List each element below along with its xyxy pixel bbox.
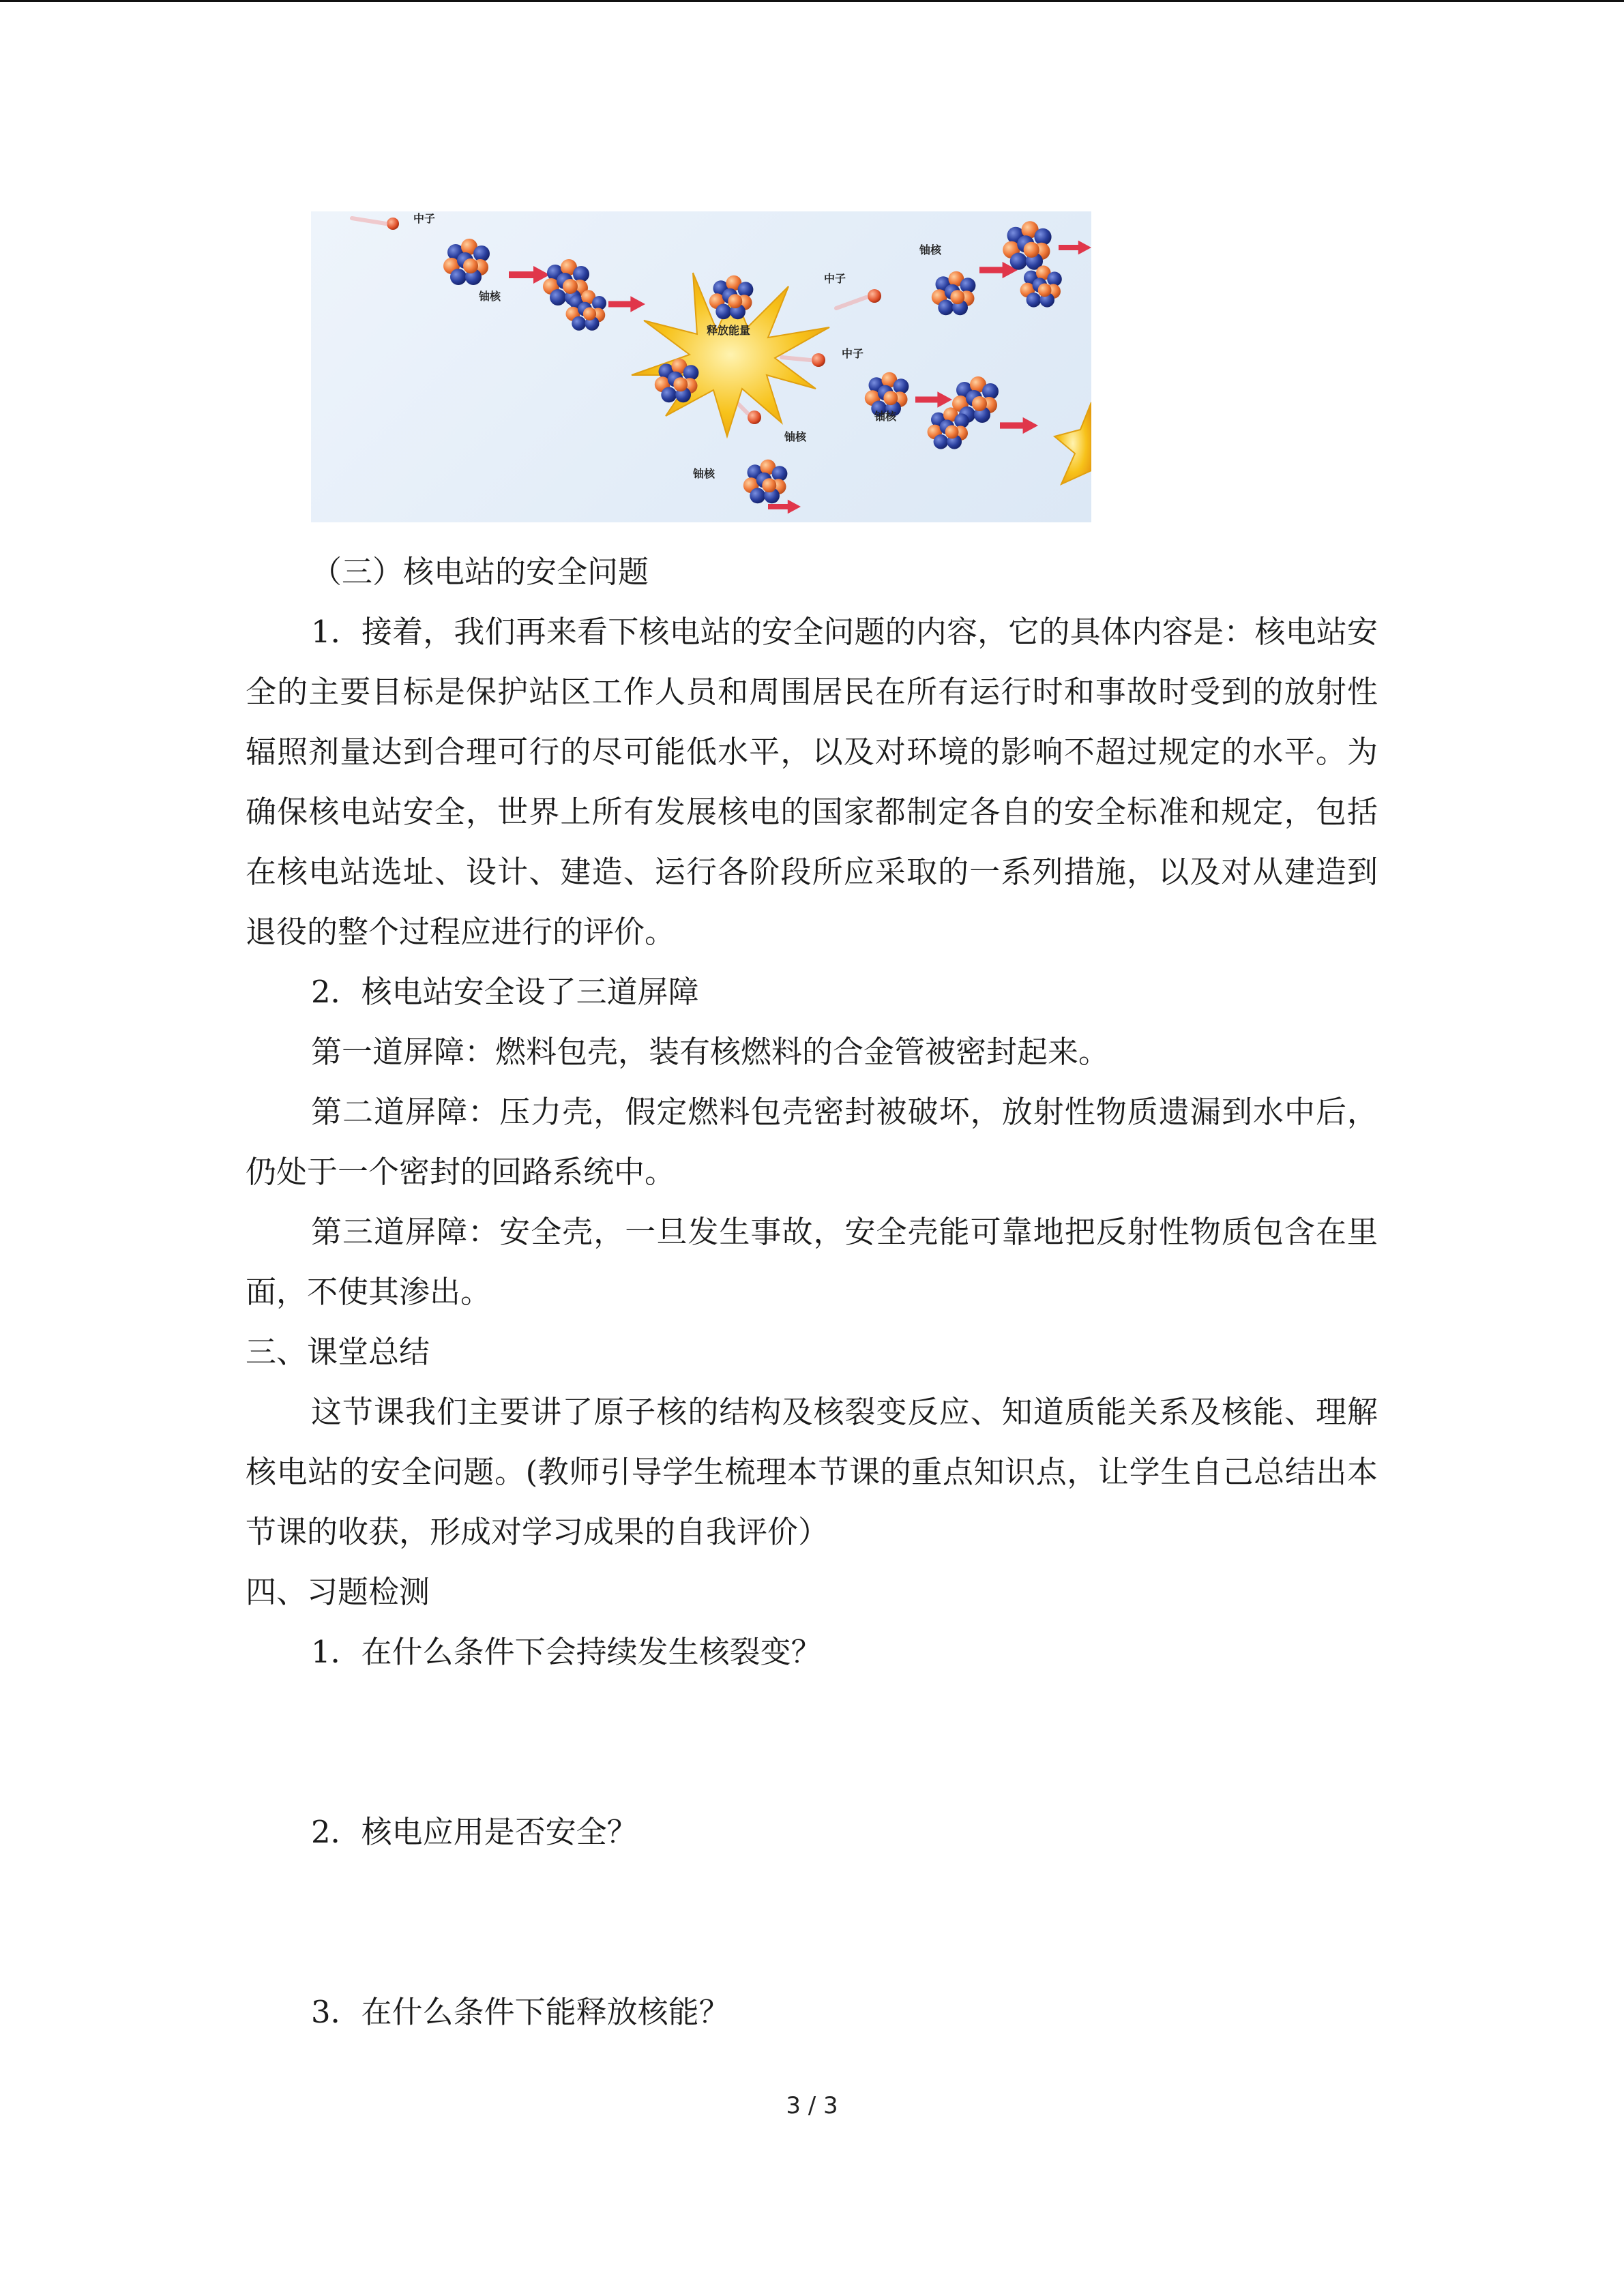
section-heading-summary: 三、课堂总结 xyxy=(246,1334,430,1370)
section-heading-exercises: 四、习题检测 xyxy=(246,1574,430,1610)
document-body xyxy=(246,542,1378,2042)
label-release-energy: 释放能量 xyxy=(707,324,751,337)
answer-space xyxy=(246,1862,1378,1982)
subsection-heading: （三）核电站的安全问题 xyxy=(311,554,649,590)
label-uranium: 铀核 xyxy=(479,290,501,303)
fission-chain-reaction-figure xyxy=(311,211,1091,522)
paragraph-safety-goals: 1．接着，我们再来看下核电站的安全问题的内容，它的具体内容是：核电站安全的主要目标是保护站区工作人员和周围居民在所有运行时和事故时受到的放射性辐照剂量达到合理可行的尽可能低水平，以及对环境的影响不超过规定的水平。为确保核电站安全，世界上所有发展核电的国家都制定各自的安全标准和规定，包括在核电站选址、设计、建造、运行各阶段所应采取的一系列措施，以及对从建造到退役的整个过程应进行的评价。 xyxy=(246,614,1378,950)
question-3: 3．在什么条件下能释放核能？ xyxy=(311,1994,730,2030)
question-1: 1．在什么条件下会持续发生核裂变？ xyxy=(311,1634,822,1670)
paragraph-barrier-3: 第三道屏障：安全壳，一旦发生事故，安全壳能可靠地把反射性物质包含在里面，不使其渗出。 xyxy=(246,1214,1378,1310)
label-uranium: 铀核 xyxy=(693,467,715,480)
paragraph-barrier-2: 第二道屏障：压力壳，假定燃料包壳密封被破坏，放射性物质遗漏到水中后，仍处于一个密封的回路系统中。 xyxy=(246,1094,1378,1190)
uranium-nucleus xyxy=(932,271,976,316)
uranium-nucleus xyxy=(443,239,490,285)
uranium-nucleus xyxy=(928,407,969,449)
paragraph-summary: 这节课我们主要讲了原子核的结构及核裂变反应、知道质能关系及核能、理解核电站的安全问题。(教师引导学生梳理本节课的重点知识点，让学生自己总结出本节课的收获，形成对学习成果的自我评价） xyxy=(246,1394,1378,1550)
paragraph-three-barriers: 2．核电站安全设了三道屏障 xyxy=(311,974,699,1010)
label-uranium: 铀核 xyxy=(784,430,807,443)
page-number: 3 / 3 xyxy=(786,2092,838,2119)
label-uranium: 铀核 xyxy=(919,243,942,256)
label-neutron: 中子 xyxy=(824,272,846,285)
energy-burst-edge xyxy=(1054,402,1091,484)
uranium-nucleus xyxy=(1020,265,1062,307)
fragment-nucleus xyxy=(709,275,754,320)
answer-space xyxy=(246,1682,1378,1802)
paragraph-barrier-1: 第一道屏障：燃料包壳，装有核燃料的合金管被密封起来。 xyxy=(311,1034,1110,1070)
uranium-nucleus xyxy=(743,460,788,504)
label-uranium: 铀核 xyxy=(874,410,897,423)
fission-illustration xyxy=(311,211,1091,522)
top-border-line xyxy=(0,0,1624,2)
question-2: 2．核电应用是否安全？ xyxy=(311,1814,638,1850)
label-neutron: 中子 xyxy=(842,347,864,360)
uranium-nucleus xyxy=(1003,221,1051,269)
neutron-trails xyxy=(352,218,866,413)
label-neutron: 中子 xyxy=(413,212,436,225)
